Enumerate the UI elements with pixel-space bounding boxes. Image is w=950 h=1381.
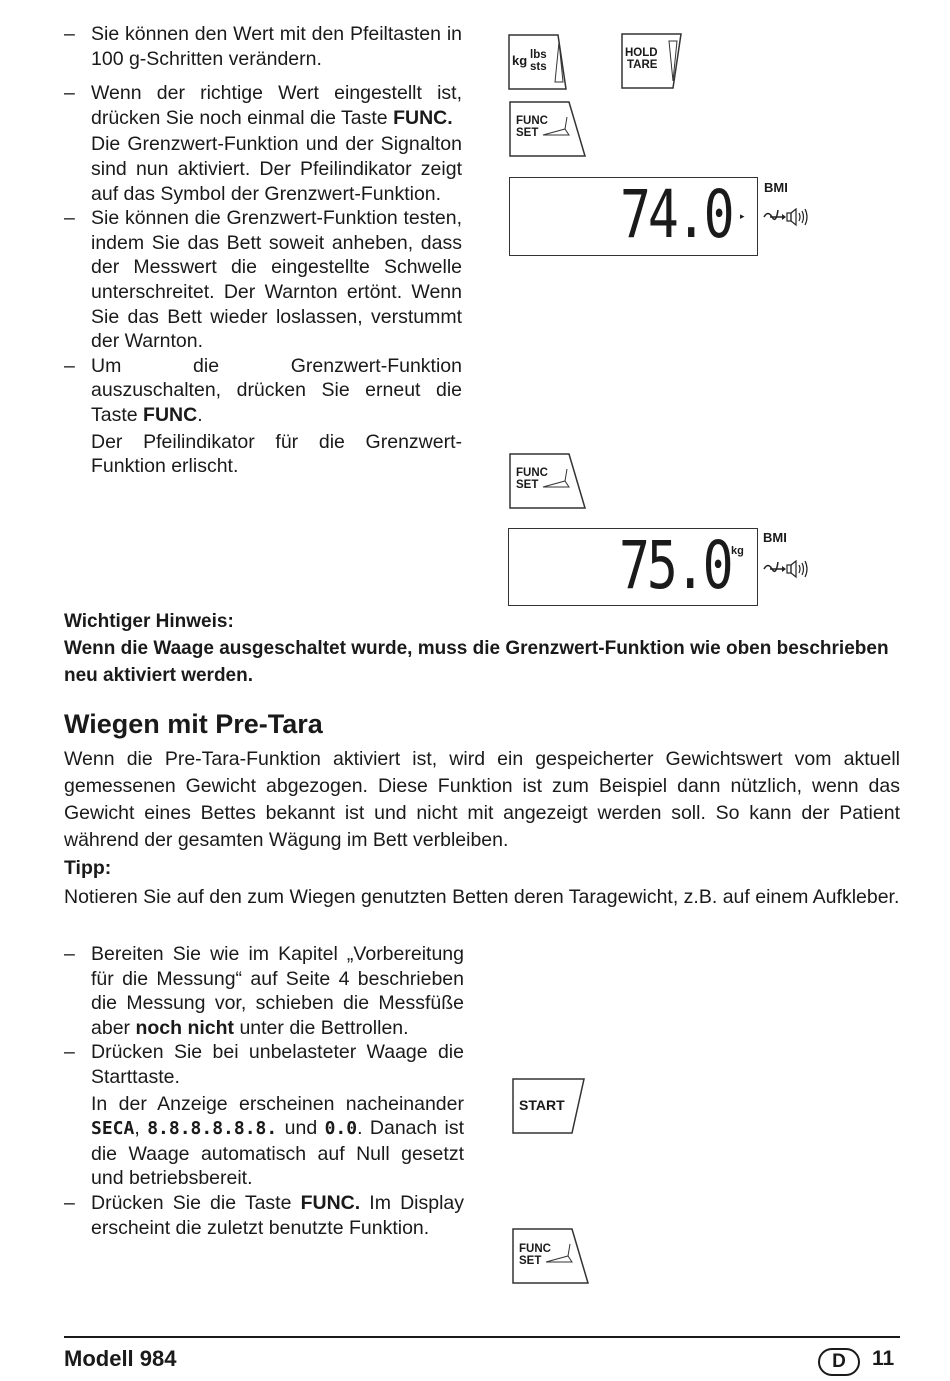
zero-segment: 0.0 [324,1118,358,1140]
set-label: SET [516,127,539,139]
step-press-start [64,1040,464,1191]
step-text: Sie können die Grenzwert-Funktion testen, indem Sie das Bett soweit anheben, dass der Messwert die eingestellte Schwelle unterschreitet. Der Warnton ertönt. Wenn Sie das Bett wieder loslassen, verstummt der Warnton. [91,207,462,353]
func-label: FUNC [519,1243,551,1255]
step-switch-off [64,354,462,479]
page-number: 11 [872,1347,895,1370]
step-continuation: In der Anzeige erscheinen nacheinander SECA, 8.8.8.8.8.8. und 0.0. Danach ist die Waage automatisch auf Null gesetzt und betriebsbereit. [91,1092,464,1190]
func-label: FUNC [516,115,548,127]
footer-rule [64,1336,900,1338]
tipp-text: Notieren Sie auf den zum Wiegen genutzten Betten deren Taragewicht, z.B. auf einem Aufkleber. [64,886,900,908]
display-value: 75.0 [619,527,731,604]
note-title: Wichtiger Hinweis: [64,611,234,632]
display-value: 74.0 [620,176,732,253]
bmi-label: BMI [763,530,787,545]
bmi-label: BMI [764,180,788,195]
limit-alarm-icon [762,206,810,233]
list-dash: – [64,23,75,45]
limit-alarm-icon [762,558,810,585]
important-note [64,608,902,689]
hold-tare-key[interactable] [621,33,683,89]
step-confirm-func [64,81,462,206]
model-name: Modell 984 [64,1346,177,1371]
seca-segment: SECA [91,1118,135,1140]
list-dash: – [64,943,75,965]
step-text: Drücken Sie bei unbelasteter Waage die Starttaste. [91,1041,464,1088]
scale-display [509,177,758,256]
list-dash: – [64,82,75,105]
step-arrow-keys [64,22,462,71]
arrow-indicator: ▸ [740,211,745,221]
step-prepare [64,942,464,1040]
step-press-func [64,1191,464,1240]
step-text: Wenn der richtige Wert eingestellt ist, drücken Sie noch einmal die Taste FUNC. [91,82,462,129]
limit-function-steps [64,22,462,479]
list-dash: – [64,354,75,377]
section-heading: Wiegen mit Pre-Tara [64,709,323,739]
start-key[interactable] [512,1078,586,1134]
step-continuation: Der Pfeilindikator für die Grenzwert-Funktion erlischt. [91,430,462,478]
pretara-intro: Wenn die Pre-Tara-Funktion aktiviert ist, wird ein gespeicherter Gewichtswert vom aktuell gemessenen Gewicht abgezogen. Diese Funktion ist zum Beispiel dann nützlich, wenn das Gewicht eines Bettes bekannt ist und nicht mit angezeigt werden soll. So kann der Patient während der gesamten Wägung im Bett verbleiben. [64,748,900,851]
list-dash: – [64,207,75,230]
kg-label: kg [512,53,528,68]
unit-label: kg [731,545,744,557]
tare-label: TARE [627,59,658,71]
kg-lbs-sts-key[interactable] [508,34,568,90]
start-label: START [519,1097,565,1113]
pretara-steps [64,942,464,1240]
hold-label: HOLD [625,47,658,59]
language-badge: D [818,1348,860,1376]
list-dash: – [64,1191,75,1214]
step-text: Bereiten Sie wie im Kapitel „Vorbereitung für die Messung“ auf Seite 4 beschrieben die Messung vor, schieben die Messfüße aber noch nicht unter die Bettrollen. [91,943,464,1039]
set-label: SET [516,479,539,491]
func-label: FUNC [516,467,548,479]
step-continuation: Die Grenzwert-Funktion und der Signalton sind nun aktiviert. Der Pfeilindikator zeigt auf das Symbol der Grenzwert-Funktion. [91,133,462,205]
step-text: Sie können den Wert mit den Pfeiltasten in 100 g-Schritten verändern. [91,23,462,70]
sts-label: sts [530,61,547,73]
scale-display [508,528,758,606]
step-text: Um die Grenzwert-Funktion auszuschalten, drücken Sie erneut die Taste FUNC. [91,354,462,426]
func-set-key[interactable] [512,1228,590,1284]
note-text: Wenn die Waage ausgeschaltet wurde, muss die Grenzwert-Funktion wie oben beschrieben neu aktiviert werden. [64,638,889,686]
tipp-label: Tipp: [64,857,112,879]
step-text: Drücken Sie die Taste FUNC. Im Display erscheint die zuletzt benutzte Funktion. [91,1191,465,1239]
list-dash: – [64,1041,75,1064]
func-set-key[interactable] [509,101,587,157]
lbs-label: lbs [530,49,547,61]
func-set-key[interactable] [509,453,587,509]
step-test-function [64,206,462,354]
set-label: SET [519,1255,542,1267]
test-segment: 8.8.8.8.8.8. [147,1118,278,1140]
